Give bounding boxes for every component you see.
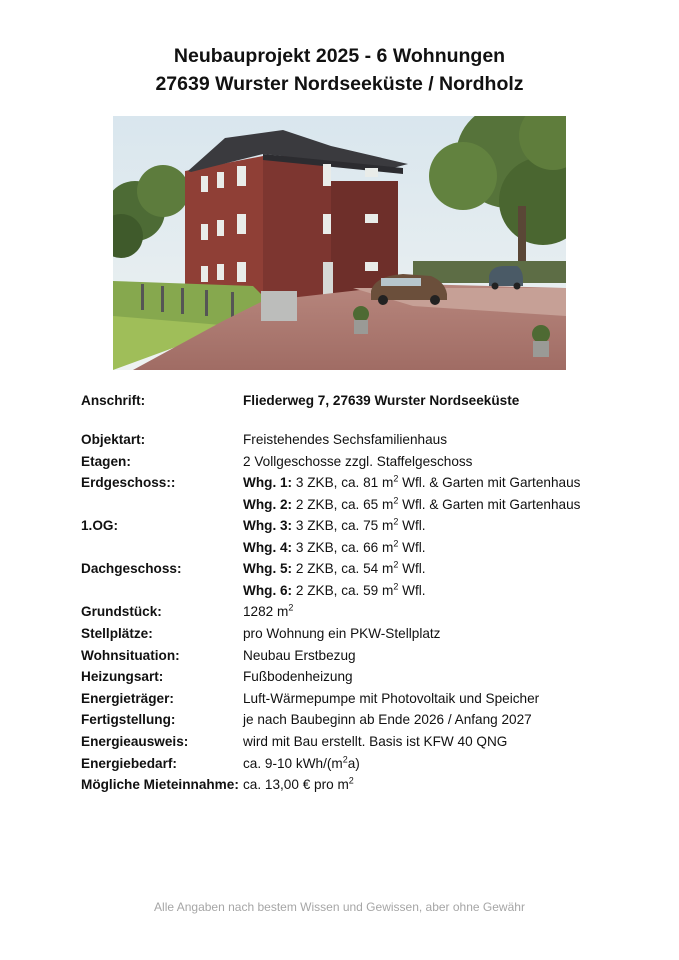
fact-value-text: 3 ZKB, ca. 66 $m^2$ Wfl. — [295, 538, 426, 555]
fact-value — [243, 474, 580, 492]
fact-value-text: 3 ZKB, ca. 75 $m^2$ Wfl. — [295, 516, 426, 533]
fact-label: Energiebedarf: — [81, 756, 177, 771]
fact-value — [243, 392, 519, 410]
fact-value-text: 1282 $m^2$ — [243, 602, 294, 619]
fact-value — [243, 711, 532, 729]
apartment-number: Whg. 3: — [243, 518, 293, 533]
fact-value — [243, 431, 447, 449]
fact-value — [243, 733, 507, 751]
fact-value-text: Fliederweg 7, 27639 Wurster Nordseeküste — [243, 393, 520, 408]
fact-value — [243, 647, 356, 665]
fact-value — [243, 755, 360, 773]
fact-value-text: je nach Baubeginn ab Ende 2026 / Anfang 2027 — [243, 712, 532, 727]
fact-label: Erdgeschoss:: — [81, 475, 176, 490]
fact-value-text: 2 ZKB, ca. 65 $m^2$ Wfl. & Garten mit Gartenhaus — [295, 495, 581, 512]
apartment-number: Whg. 6: — [243, 583, 293, 598]
building-rendering-image — [113, 116, 566, 370]
fact-value — [243, 560, 426, 578]
fact-value — [243, 690, 539, 708]
fact-label: 1.OG: — [81, 518, 119, 533]
apartment-number: Whg. 5: — [243, 561, 293, 576]
fact-label: Objektart: — [81, 432, 146, 447]
page-subtitle: 27639 Wurster Nordseeküste / Nordholz — [155, 73, 524, 95]
fact-value-text: 3 ZKB, ca. 81 $m^2$ Wfl. & Garten mit Gartenhaus — [295, 473, 581, 490]
fact-value-text: Luft-Wärmepumpe mit Photovoltaik und Speicher — [243, 691, 540, 706]
fact-value-text: ca. 9-10 kWh/$(m^2a)$ — [243, 754, 360, 771]
fact-value — [243, 539, 426, 557]
fact-value — [243, 625, 440, 643]
fact-value-text: 2 ZKB, ca. 54 $m^2$ Wfl. — [295, 559, 426, 576]
fact-value-text: 2 Vollgeschosse zzgl. Staffelgeschoss — [243, 454, 473, 469]
fact-value — [243, 582, 426, 600]
fact-label: Wohnsituation: — [81, 648, 180, 663]
apartment-number: Whg. 2: — [243, 497, 293, 512]
disclaimer-footer: Alle Angaben nach bestem Wissen und Gewissen, aber ohne Gewähr — [154, 900, 525, 914]
fact-value — [243, 668, 353, 686]
fact-value-text: ca. 13,00 € pro $m^2$ — [243, 775, 354, 792]
fact-label: Dachgeschoss: — [81, 561, 182, 576]
fact-value-text: Neubau Erstbezug — [243, 648, 356, 663]
fact-value-text: 2 ZKB, ca. 59 $m^2$ Wfl. — [295, 581, 426, 598]
fact-label: Grundstück: — [81, 604, 162, 619]
fact-label: Energieausweis: — [81, 734, 189, 749]
fact-label: Stellplätze: — [81, 626, 153, 641]
fact-label: Heizungsart: — [81, 669, 164, 684]
fact-value-text: Fußbodenheizung — [243, 669, 353, 684]
fact-label: Mögliche Mieteinnahme: — [81, 777, 239, 792]
fact-value-text: wird mit Bau erstellt. Basis ist KFW 40 QNG — [243, 734, 508, 749]
fact-label: Fertigstellung: — [81, 712, 176, 727]
fact-value — [243, 453, 472, 471]
apartment-number: Whg. 4: — [243, 540, 293, 555]
apartment-number: Whg. 1: — [243, 475, 293, 490]
fact-value — [243, 776, 354, 794]
fact-value — [243, 496, 580, 514]
fact-value — [243, 517, 426, 535]
fact-value-text: pro Wohnung ein PKW-Stellplatz — [243, 626, 441, 641]
fact-value-text: Freistehendes Sechsfamilienhaus — [243, 432, 448, 447]
fact-label: Anschrift: — [81, 393, 146, 408]
fact-value — [243, 603, 293, 621]
fact-label: Etagen: — [81, 454, 131, 469]
fact-label: Energieträger: — [81, 691, 174, 706]
page-title: Neubauprojekt 2025 - 6 Wohnungen — [173, 45, 506, 67]
